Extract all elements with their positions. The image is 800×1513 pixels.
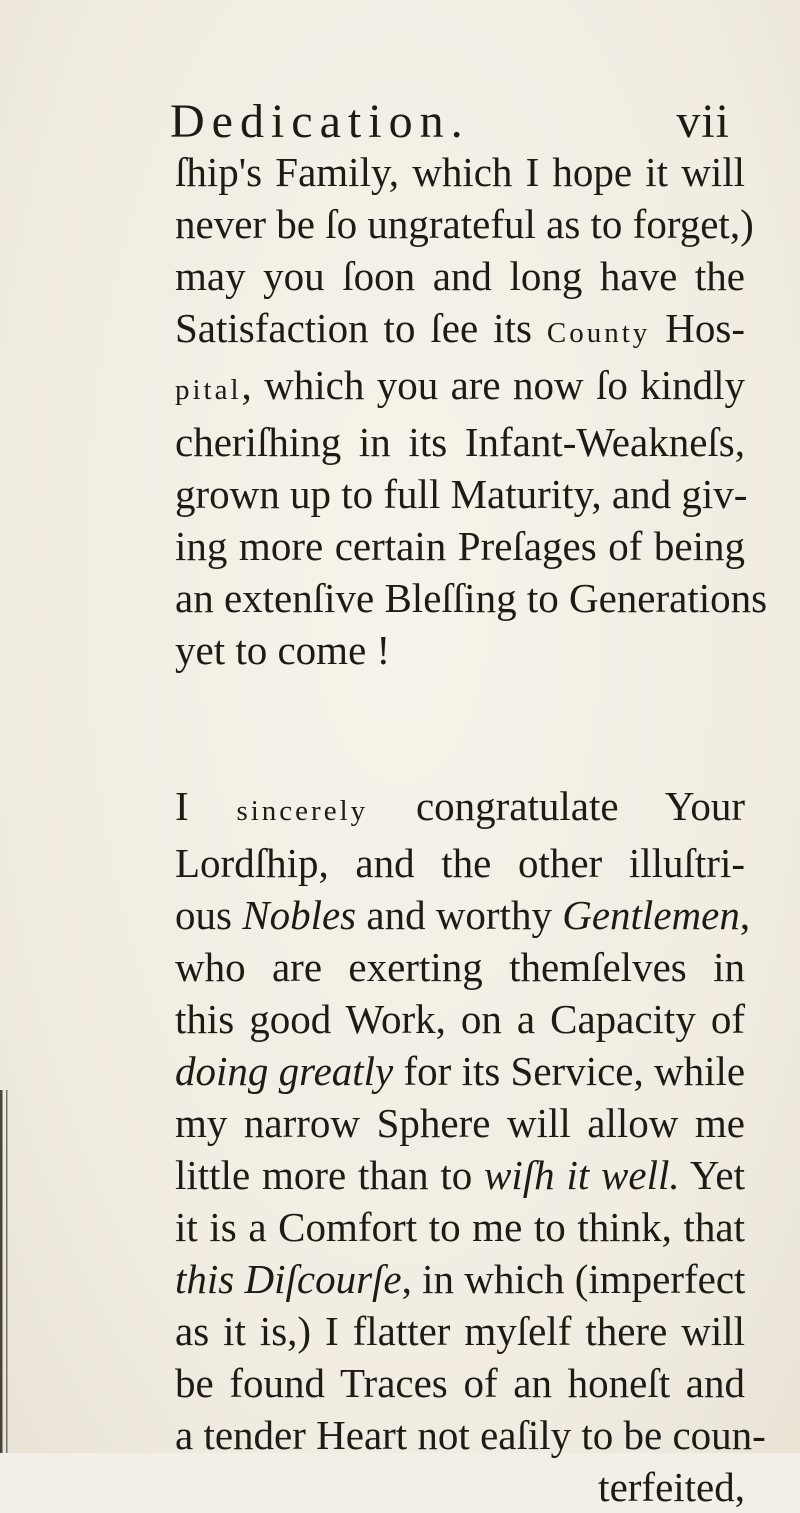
text-line: a tender Heart not eaſily to be coun-	[175, 1412, 766, 1458]
text-span: for its Service, while	[403, 1048, 746, 1094]
paragraph-gap	[175, 676, 745, 780]
text-line	[175, 780, 745, 837]
text-span: Yet	[689, 1152, 745, 1198]
text-line: yet to come !	[175, 627, 391, 673]
text-line: ſhip's Family, which I hope it will	[175, 149, 745, 195]
text-line: never be ſo ungrateful as to forget,)	[175, 201, 754, 247]
text-line: an extenſive Bleſſing to Generations	[175, 575, 768, 621]
running-header	[170, 92, 750, 152]
text-span: , which you are now ſo kindly	[241, 362, 745, 408]
text-span: , in which (imperfect	[401, 1256, 746, 1302]
text-span: ,	[739, 892, 751, 938]
italic-span: doing greatly	[175, 1048, 394, 1094]
text-line	[175, 302, 745, 359]
page-number: vii	[676, 95, 730, 148]
small-caps-span: pital	[175, 374, 242, 406]
text-line: be found Traces of an honeſt and	[175, 1360, 745, 1406]
small-caps-span: sincerely	[236, 795, 369, 827]
text-line	[175, 1253, 745, 1305]
header-title: Dedication.	[170, 95, 470, 148]
text-span: I	[175, 783, 189, 829]
text-span: little more than to	[175, 1152, 473, 1198]
body-text	[175, 146, 768, 1513]
text-line: may you ſoon and long have the	[175, 253, 745, 299]
text-span: congratulate Your	[415, 783, 746, 829]
page-edge-shadow	[0, 1090, 12, 1453]
text-span: ous	[175, 892, 232, 938]
paragraph-2	[175, 780, 766, 1513]
text-line: cheriſhing in its Infant-Weakneſs,	[175, 419, 745, 465]
text-line: my narrow Sphere will allow me	[175, 1100, 745, 1146]
italic-span: Nobles	[242, 892, 357, 938]
italic-group	[175, 1256, 745, 1302]
italic-span: Gentlemen	[562, 892, 740, 938]
paragraph-1	[175, 146, 768, 676]
text-line: it is a Comfort to me to think, that	[175, 1204, 745, 1250]
text-span: Hos-	[665, 305, 746, 351]
italic-group	[562, 892, 750, 938]
text-line: Lordſhip, and the other illuſtri-	[175, 840, 745, 886]
text-line: terfeited,	[598, 1464, 745, 1510]
text-line	[175, 359, 745, 416]
text-span: Satisfaction to ſee its	[175, 305, 532, 351]
small-caps-span: County	[546, 317, 651, 349]
text-line: ing more certain Preſages of being	[175, 523, 745, 569]
text-line: as it is,) I flatter myſelf there will	[175, 1308, 745, 1354]
text-line: this good Work, on a Capacity of	[175, 996, 745, 1042]
text-line	[175, 889, 751, 941]
italic-span: this Diſcourſe	[175, 1256, 402, 1302]
italic-span: wiſh it well.	[484, 1152, 680, 1198]
text-line: grown up to full Maturity, and giv-	[175, 471, 748, 517]
text-line	[175, 1149, 745, 1201]
text-line	[175, 1045, 745, 1097]
text-line: who are exerting themſelves in	[175, 944, 745, 990]
text-span: and worthy	[366, 892, 552, 938]
